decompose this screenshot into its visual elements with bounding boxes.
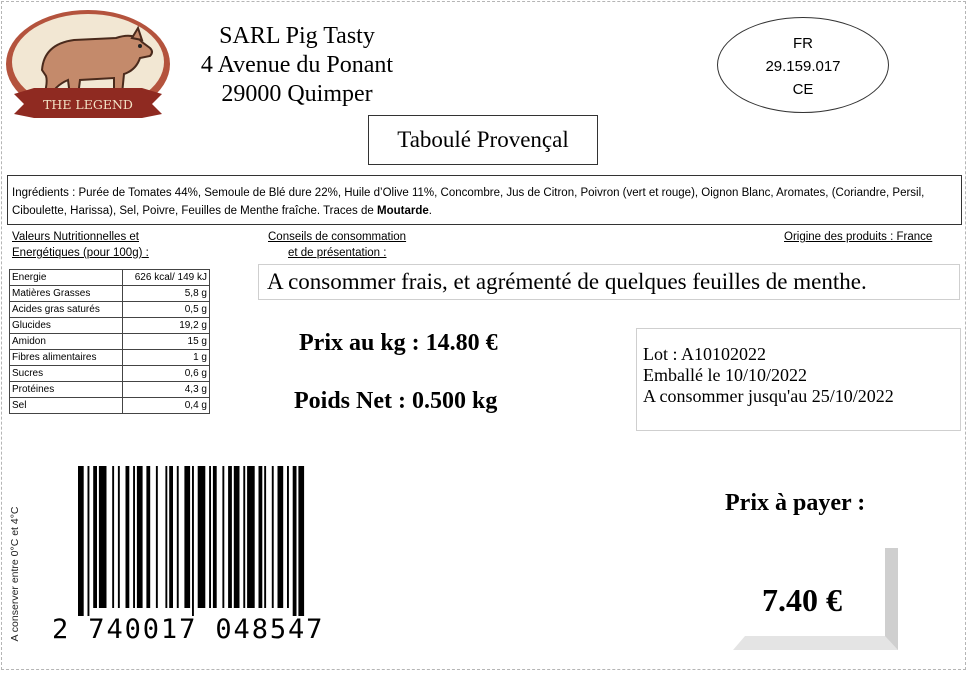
table-row (10, 382, 210, 398)
nutrient-label: Fibres alimentaires (10, 350, 123, 366)
net-weight: Poids Net : 0.500 kg (294, 388, 498, 414)
table-row (10, 334, 210, 350)
nutrient-label: Sel (10, 398, 123, 414)
nutrient-value: 1 g (123, 350, 210, 366)
origin: Origine des produits : France (784, 231, 933, 243)
nutrient-value: 4,3 g (123, 382, 210, 398)
nutrient-value: 626 kcal/ 149 kJ (123, 270, 210, 286)
advice-heading-line2: et de présentation : (288, 247, 387, 259)
company-address-city: 29000 Quimper (221, 81, 373, 107)
best-before-date: A consommer jusqu'au 25/10/2022 (643, 386, 894, 406)
health-mark (717, 17, 889, 113)
company-address-street: 4 Avenue du Ponant (200, 52, 394, 78)
barcode-number: 2 740017 048547 (52, 614, 325, 645)
price-to-pay-value: 7.40 € (762, 582, 842, 618)
barcode-image (76, 466, 360, 616)
nutrient-value: 15 g (123, 334, 210, 350)
health-mark-suffix: CE (792, 81, 814, 98)
lot-number: Lot : A10102022 (643, 344, 767, 364)
nutrient-label: Amidon (10, 334, 123, 350)
nutrient-value: 0,5 g (123, 302, 210, 318)
advice-heading (268, 229, 406, 261)
nutrition-table (9, 269, 210, 414)
health-mark-country: FR (793, 35, 813, 52)
nutrient-value: 19,2 g (123, 318, 210, 334)
table-row (10, 350, 210, 366)
nutrition-heading-line2: Energétiques (pour 100g) : (12, 247, 149, 259)
serving-advice: A consommer frais, et agrémenté de quelques feuilles de menthe. (258, 264, 960, 300)
price-per-kg: Prix au kg : 14.80 € (299, 330, 498, 356)
price-to-pay-label: Prix à payer : (725, 490, 866, 516)
nutrient-label: Sucres (10, 366, 123, 382)
nutrient-label: Glucides (10, 318, 123, 334)
table-row (10, 270, 210, 286)
nutrient-label: Matières Grasses (10, 286, 123, 302)
nutrient-value: 0,4 g (123, 398, 210, 414)
product-name: Taboulé Provençal (368, 115, 598, 165)
storage-instructions: A conserver entre 0°C et 4°C (9, 506, 21, 642)
nutrition-heading (12, 229, 149, 261)
allergen: Moutarde (376, 205, 429, 217)
ingredients-box (7, 175, 962, 225)
nutrient-label: Protéines (10, 382, 123, 398)
nutrient-label: Acides gras saturés (10, 302, 123, 318)
ingredients-text: Ingrédients : Purée de Tomates 44%, Semoule de Blé dure 22%, Huile d’Olive 11%, Concombre, Jus de Citron, Poivron (vert et rouge), Oignon Blanc, Aromates, (Coriandre, Persil, Ciboulette, Harissa), Sel, Poivre, Feuilles de Menthe fraîche. Traces de (12, 187, 925, 217)
nutrient-value: 5,8 g (123, 286, 210, 302)
brand-logo (4, 8, 172, 124)
nutrient-label: Energie (10, 270, 123, 286)
table-row (10, 286, 210, 302)
ingredients-end: . (428, 205, 432, 217)
table-row (10, 366, 210, 382)
company-name: SARL Pig Tasty (219, 23, 375, 49)
packed-date: Emballé le 10/10/2022 (643, 365, 807, 385)
table-row (10, 318, 210, 334)
table-row (10, 398, 210, 414)
nutrition-heading-line1: Valeurs Nutritionnelles et (12, 231, 139, 243)
health-mark-number: 29.159.017 (765, 58, 841, 75)
company-block (172, 22, 422, 109)
logo-text: THE LEGEND (43, 97, 133, 112)
nutrient-value: 0,6 g (123, 366, 210, 382)
table-row (10, 302, 210, 318)
lot-box (636, 328, 961, 431)
advice-heading-line1: Conseils de consommation (268, 231, 407, 243)
